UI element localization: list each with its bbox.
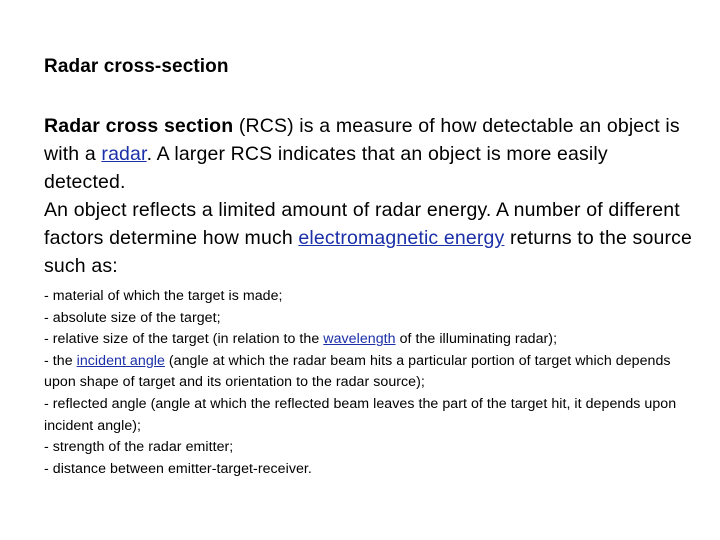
link-radar[interactable]: radar bbox=[101, 143, 147, 165]
list-item-text: (angle at which the radar beam hits a particular portion of target which depends upon shape of target and its orientation to the radar source); bbox=[44, 352, 671, 391]
lead-text-2: . A larger RCS indicates that an object is more easily detected. bbox=[44, 143, 608, 193]
list-item-material: - material of which the target is made; bbox=[44, 288, 283, 304]
link-incident-angle[interactable]: incident angle bbox=[76, 352, 165, 369]
link-electromagnetic-energy[interactable]: electromagnetic energy bbox=[298, 227, 505, 249]
list-item-reflected-angle: - reflected angle (angle at which the reflected beam leaves the part of the target hit, it depends upon incident angle); bbox=[44, 395, 677, 434]
list-item-text: - relative size of the target (in relation to the bbox=[44, 331, 324, 348]
lead-paragraph bbox=[44, 112, 694, 280]
list-item-distance: - distance between emitter-target-receiver. bbox=[44, 460, 312, 477]
list-item-incident-angle bbox=[44, 351, 684, 394]
list-item-text: - the bbox=[44, 352, 77, 369]
slide-title: Radar cross-section bbox=[44, 56, 229, 77]
lead-text-3: An object reflects a limited amount of radar energy. A number of different factors determine how much bbox=[44, 199, 680, 249]
list-item-absolute-size: - absolute size of the target; bbox=[44, 309, 221, 326]
lead-text-4: returns to the source such as: bbox=[44, 227, 692, 277]
list-item-relative-size bbox=[44, 329, 684, 351]
list-item-emitter-strength: - strength of the radar emitter; bbox=[44, 439, 234, 456]
factor-list bbox=[44, 286, 684, 480]
list-item-text: of the illuminating radar); bbox=[395, 331, 558, 348]
term-rcs: Radar cross section bbox=[44, 115, 234, 137]
lead-text-1: (RCS) is a measure of how detectable an object is with a bbox=[44, 115, 680, 165]
link-wavelength[interactable]: wavelength bbox=[323, 331, 396, 348]
